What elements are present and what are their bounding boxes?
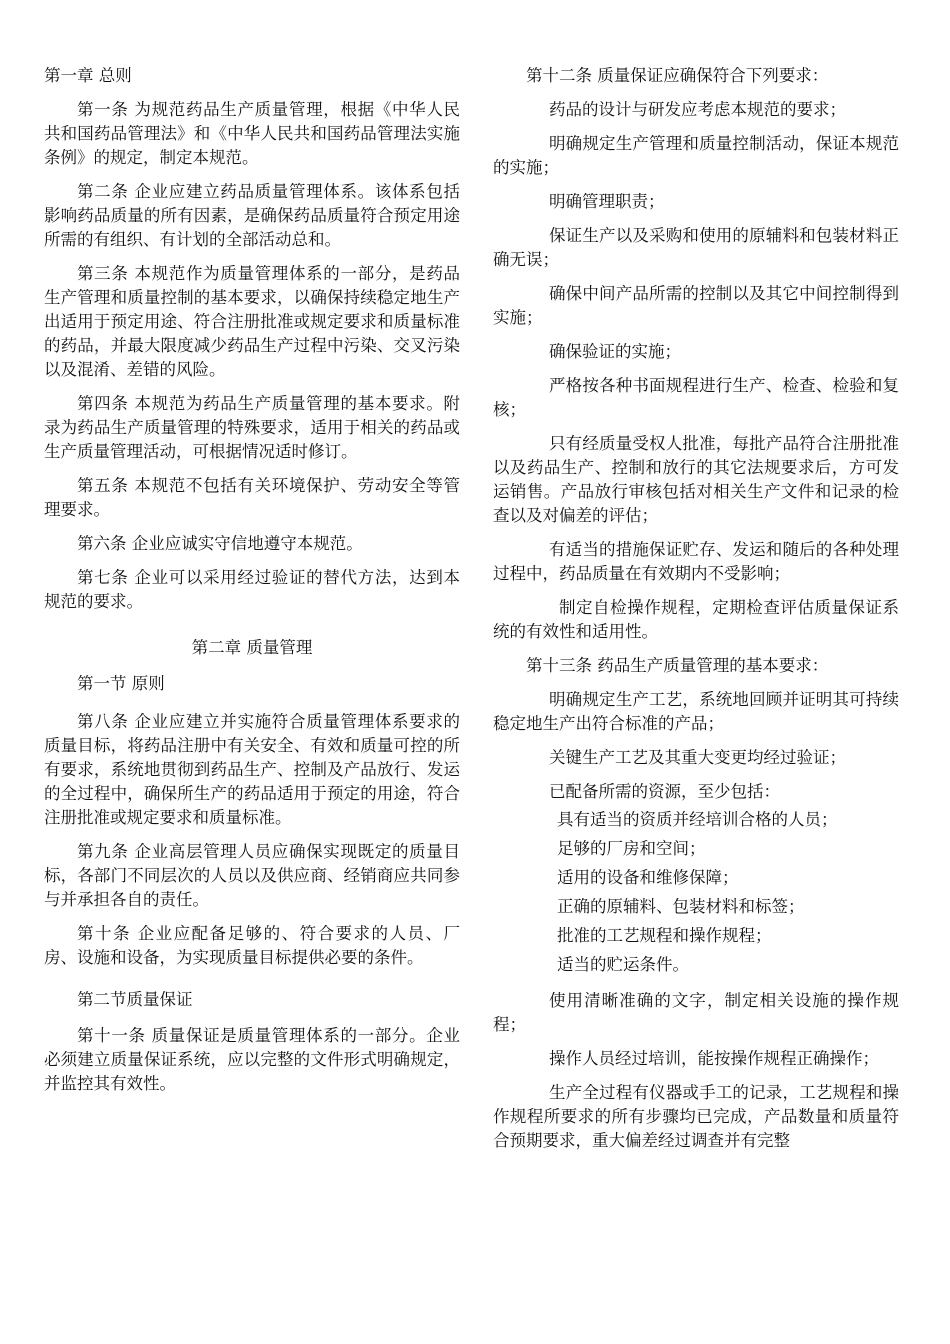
requirement-1: 药品的设计与研发应考虑本规范的要求； bbox=[549, 100, 846, 119]
list-item: 足够的厂房和空间； bbox=[557, 839, 706, 858]
requirement-4: 保证生产以及采购和使用的原辅料和包装材料正确无误； bbox=[493, 226, 899, 269]
basic-requirement-5: 操作人员经过培训，能按操作规程正确操作； bbox=[549, 1049, 879, 1068]
article-12: 第十二条 质量保证应确保符合下列要求： bbox=[526, 66, 829, 85]
chapter-1-heading: 第一章 总则 bbox=[44, 66, 132, 85]
right-column bbox=[493, 64, 899, 1163]
requirement-9: 有适当的措施保证贮存、发运和随后的各种处理过程中，药品质量在有效期内不受影响； bbox=[493, 540, 899, 583]
article-7: 第七条 企业可以采用经过验证的替代方法，达到本规范的要求。 bbox=[44, 568, 460, 611]
requirement-3: 明确管理职责； bbox=[549, 192, 665, 211]
left-column bbox=[44, 64, 460, 1106]
basic-requirement-6: 生产全过程有仪器或手工的记录，工艺规程和操作规程所要求的所有步骤均已完成，产品数量和质量符合预期要求，重大偏差经过调查并有完整 bbox=[493, 1083, 899, 1150]
article-11: 第十一条 质量保证是质量管理体系的一部分。企业必须建立质量保证系统，应以完整的文件形式明确规定，并监控其有效性。 bbox=[44, 1026, 460, 1093]
article-4: 第四条 本规范为药品生产质量管理的基本要求。附录为药品生产质量管理的特殊要求，适用于相关的药品或生产质量管理活动，可根据情况适时修订。 bbox=[44, 394, 460, 461]
article-6: 第六条 企业应诚实守信地遵守本规范。 bbox=[77, 534, 363, 553]
article-3: 第三条 本规范作为质量管理体系的一部分，是药品生产管理和质量控制的基本要求，以确保持续稳定地生产出适用于预定用途、符合注册批准或规定要求和质量标准的药品，并最大限度减少药品生产过程中污染、交叉污染以及混淆、差错的风险。 bbox=[44, 264, 460, 379]
requirement-8: 只有经质量受权人批准，每批产品符合注册批准以及药品生产、控制和放行的其它法规要求后，方可发运销售。产品放行审核包括对相关生产文件和记录的检查以及对偏差的评估； bbox=[493, 434, 899, 525]
article-10: 第十条 企业应配备足够的、符合要求的人员、厂房、设施和设备，为实现质量目标提供必要的条件。 bbox=[44, 924, 460, 967]
requirement-5: 确保中间产品所需的控制以及其它中间控制得到实施； bbox=[493, 284, 899, 327]
list-item: 具有适当的资质并经培训合格的人员； bbox=[557, 810, 838, 829]
list-item: 适用的设备和维修保障； bbox=[557, 868, 739, 887]
requirement-10: 制定自检操作规程，定期检查评估质量保证系统的有效性和适用性。 bbox=[493, 598, 899, 641]
article-2: 第二条 企业应建立药品质量管理体系。该体系包括影响药品质量的所有因素，是确保药品质量符合预定用途所需的有组织、有计划的全部活动总和。 bbox=[44, 182, 460, 249]
basic-requirement-3: 已配备所需的资源，至少包括： bbox=[549, 782, 780, 801]
section-2-heading: 第二节质量保证 bbox=[77, 990, 193, 1009]
section-1-heading: 第一节 原则 bbox=[77, 674, 165, 693]
requirement-7: 严格按各种书面规程进行生产、检查、检验和复核； bbox=[493, 376, 899, 419]
list-item: 适当的贮运条件。 bbox=[557, 955, 689, 974]
article-8: 第八条 企业应建立并实施符合质量管理体系要求的质量目标，将药品注册中有关安全、有效和质量可控的所有要求，系统地贯彻到药品生产、控制及产品放行、发运的全过程中，确保所生产的药品适用于预定的用途，符合注册批准或规定要求和质量标准。 bbox=[44, 712, 460, 827]
basic-requirement-4: 使用清晰准确的文字，制定相关设施的操作规程； bbox=[493, 991, 899, 1034]
article-1: 第一条 为规范药品生产质量管理，根据《中华人民共和国药品管理法》和《中华人民共和国药品管理法实施条例》的规定，制定本规范。 bbox=[44, 100, 460, 167]
article-5: 第五条 本规范不包括有关环境保护、劳动安全等管理要求。 bbox=[44, 476, 460, 519]
resource-list bbox=[493, 808, 899, 977]
basic-requirement-1: 明确规定生产工艺，系统地回顾并证明其可持续稳定地生产出符合标准的产品； bbox=[493, 690, 899, 733]
requirement-6: 确保验证的实施； bbox=[549, 342, 681, 361]
requirement-2: 明确规定生产管理和质量控制活动，保证本规范的实施； bbox=[493, 134, 899, 177]
list-item: 批准的工艺规程和操作规程； bbox=[557, 926, 772, 945]
article-13: 第十三条 药品生产质量管理的基本要求： bbox=[526, 656, 829, 675]
chapter-2-heading: 第二章 质量管理 bbox=[191, 638, 313, 657]
article-9: 第九条 企业高层管理人员应确保实现既定的质量目标，各部门不同层次的人员以及供应商、经销商应共同参与并承担各自的责任。 bbox=[44, 842, 460, 909]
basic-requirement-2: 关键生产工艺及其重大变更均经过验证； bbox=[549, 748, 846, 767]
list-item: 正确的原辅料、包装材料和标签； bbox=[557, 897, 805, 916]
